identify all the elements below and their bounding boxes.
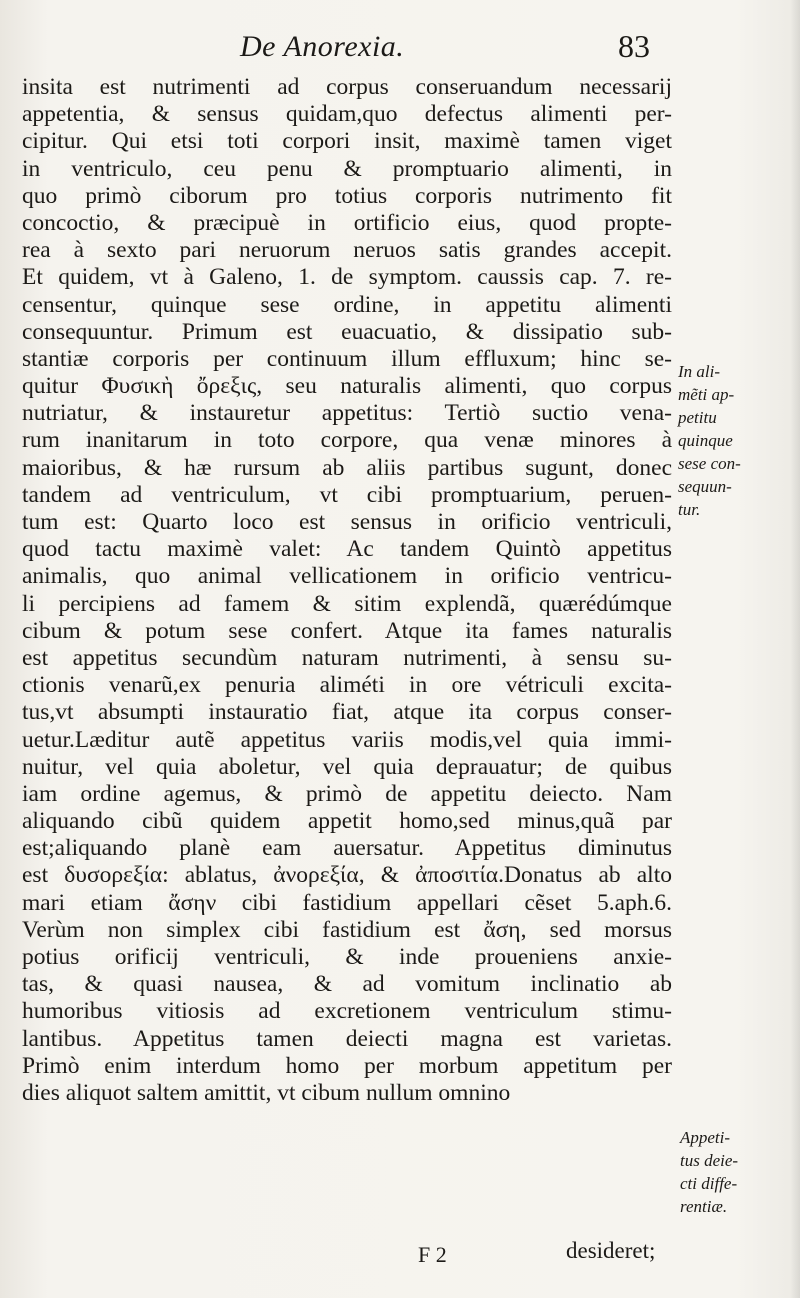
margin-note-line: sese con- [678, 454, 741, 473]
text-line: maioribus, & hæ rursum ab aliis partibus sugunt, donec [22, 454, 672, 481]
margin-note-line: petitu [678, 408, 717, 427]
margin-note-line: sequun- [678, 477, 732, 496]
text-line: Primò enim interdum homo per morbum appetitum per [22, 1052, 672, 1079]
margin-note-line: Appeti- [680, 1128, 731, 1147]
text-line: appetentia, & sensus quidam,quo defectus alimenti per- [22, 101, 672, 128]
text-line: stantiæ corporis per continuum illum effluxum; hinc se- [22, 345, 672, 372]
text-line: in ventriculo, ceu penu & promptuario alimenti, in [22, 155, 672, 182]
text-line: animalis, quo animal vellicationem in orificio ventricu- [22, 563, 672, 590]
text-line: concoctio, & præcipuè in ortificio eius, quod propte- [22, 209, 672, 236]
body-text [22, 74, 672, 1107]
text-line: est;aliquando planè eam auersatur. Appetitus diminutus [22, 835, 672, 862]
text-line: est appetitus secundùm naturam nutrimenti, à sensu su- [22, 644, 672, 671]
text-line: mari etiam ἄσην cibi fastidium appellari cẽset 5.aph.6. [22, 889, 672, 916]
text-line: cibum & potum sese confert. Atque ita fames naturalis [22, 617, 672, 644]
text-line: cipitur. Qui etsi toti corpori insit, maximè tamen viget [22, 128, 672, 155]
text-line: tus,vt absumpti instauratio fiat, atque ita corpus conser- [22, 699, 672, 726]
signature-mark: F 2 [418, 1242, 447, 1267]
margin-note-line: cti diffe- [680, 1174, 738, 1193]
text-line: aliquando cibũ quidem appetit homo,sed minus,quã par [22, 808, 672, 835]
text-line: nuitur, vel quia aboletur, vel quia deprauatur; de quibus [22, 753, 672, 780]
text-line: tas, & quasi nausea, & ad vomitum inclinatio ab [22, 971, 672, 998]
margin-note-line: rentiæ. [680, 1197, 728, 1216]
margin-note-line: tur. [678, 500, 701, 519]
text-line: censentur, quinque sese ordine, in appetitu alimenti [22, 291, 672, 318]
text-line: lantibus. Appetitus tamen deiecti magna est varietas. [22, 1025, 672, 1052]
text-line: rum inanitarum in toto corpore, qua venæ minores à [22, 427, 672, 454]
text-line: iam ordine agemus, & primò de appetitu deiecto. Nam [22, 780, 672, 807]
margin-note-line: quinque [678, 431, 733, 450]
text-line: quo primò ciborum pro totius corporis nutrimento fit [22, 182, 672, 209]
text-line: tum est: Quarto loco est sensus in orificio ventriculi, [22, 509, 672, 535]
text-line: consequuntur. Primum est euacuatio, & dissipatio sub- [22, 318, 672, 345]
margin-note-line: mẽti ap- [678, 385, 735, 404]
margin-note-line: In ali- [678, 362, 721, 381]
text-line: quod tactu maximè valet: Ac tandem Quintò appetitus [22, 536, 672, 563]
margin-note-line: tus deie- [680, 1151, 739, 1170]
text-line: dies aliquot saltem amittit, vt cibum nullum omnino [22, 1079, 511, 1106]
text-line: nutriatur, & instauretur appetitus: Tertiò suctio vena- [22, 400, 672, 427]
page-edge-shadow [790, 0, 800, 1298]
page-number: 83 [618, 28, 650, 64]
text-line: Et quidem, vt à Galeno, 1. de symptom. caussis cap. 7. re- [22, 264, 672, 291]
text-line: uetur.Læditur autẽ appetitus variis modis,vel quia immi- [22, 726, 672, 753]
margin-note-differences [680, 1126, 790, 1218]
text-line: rea à sexto pari neruorum neruos satis grandes accepit. [22, 237, 672, 264]
text-line: li percipiens ad famem & sitim explendã, quærédúmque [22, 590, 672, 617]
text-line: insita est nutrimenti ad corpus conseruandum necessarij [22, 74, 672, 100]
text-line: tandem ad ventriculum, vt cibi promptuarium, peruen- [22, 481, 672, 508]
text-line: potius orificij ventriculi, & inde proueniens anxie- [22, 944, 672, 970]
text-line: Verùm non simplex cibi fastidium est ἄση, sed morsus [22, 916, 672, 943]
running-title: De Anorexia. [240, 30, 405, 63]
text-line: ctionis venarũ,ex penuria aliméti in ore vétriculi excita- [22, 672, 672, 699]
text-line: quitur Φυσικὴ ὄρεξις, seu naturalis alimenti, quo corpus [22, 373, 672, 400]
margin-note-appetite-stages [678, 360, 788, 521]
catchword: desideret; [566, 1238, 656, 1263]
text-line: humoribus vitiosis ad excretionem ventriculum stimu- [22, 998, 672, 1025]
text-line: est δυσορεξία: ablatus, ἀνορεξία, & ἀποσιτία.Donatus ab alto [22, 862, 672, 889]
page-header [0, 22, 800, 72]
